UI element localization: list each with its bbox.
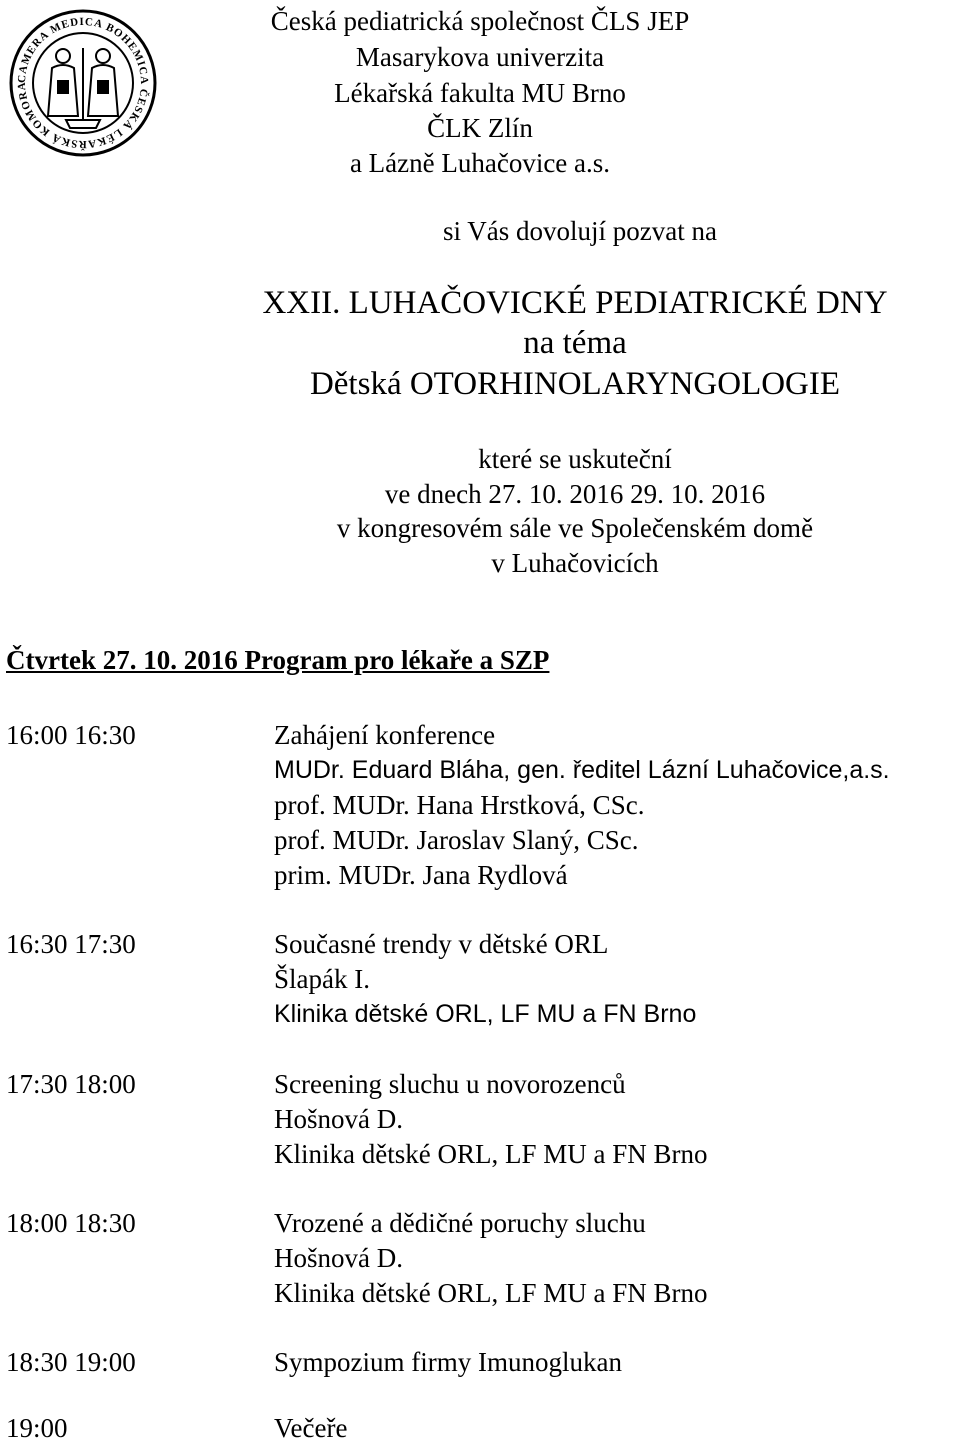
detail-line-2: ve dnech 27. 10. 2016 29. 10. 2016 [384, 479, 766, 509]
detail-line-3: v kongresovém sále ve Společenském domě [336, 513, 814, 543]
slot-time: 16:30 17:30 [6, 929, 136, 959]
organizer-line-1: Česká pediatrická společnost ČLS JEP [270, 6, 690, 36]
slot-time: 19:00 [6, 1413, 68, 1443]
slot-title: Současné trendy v dětské ORL [274, 929, 609, 959]
detail-line-4: v Luhačovicích [491, 548, 659, 578]
organizer-line-2: Masarykova univerzita [355, 42, 605, 72]
slot-line: Klinika dětské ORL, LF MU a FN Brno [274, 1139, 708, 1169]
organizer-line-3: Lékařská fakulta MU Brno [334, 78, 626, 108]
slot-time: 17:30 18:00 [6, 1069, 136, 1099]
slot-line: prof. MUDr. Jaroslav Slaný, CSc. [274, 825, 639, 855]
slot-line: Hošnová D. [274, 1104, 403, 1134]
invite-text: si Vás dovolují pozvat na [443, 216, 717, 246]
slot-line: Hošnová D. [274, 1243, 403, 1273]
event-title: XXII. LUHAČOVICKÉ PEDIATRICKÉ DNY [262, 285, 888, 321]
slot-line: prof. MUDr. Hana Hrstková, CSc. [274, 790, 645, 820]
slot-title: Vrozené a dědičné poruchy sluchu [274, 1208, 646, 1238]
theme-intro: na téma [523, 325, 627, 361]
theme-title: Dětská OTORHINOLARYNGOLOGIE [309, 366, 841, 402]
seal-ring-text: CAMERA MEDICA BOHEMICA ČESKÁ LÉKAŘSKÁ KOMORA [15, 15, 151, 151]
slot-time: 18:30 19:00 [6, 1347, 136, 1377]
slot-line: prim. MUDr. Jana Rydlová [274, 860, 568, 890]
slot-time: 16:00 16:30 [6, 720, 136, 750]
slot-title: Zahájení konference [274, 720, 496, 750]
slot-title: Večeře [274, 1413, 348, 1443]
slot-line: Šlapák I. [274, 964, 370, 994]
organizer-line-5: a Lázně Luhačovice a.s. [349, 148, 611, 178]
slot-time: 18:00 18:30 [6, 1208, 136, 1238]
program-heading: Čtvrtek 27. 10. 2016 Program pro lékaře a SZP [6, 645, 550, 675]
slot-line: Klinika dětské ORL, LF MU a FN Brno [274, 1278, 708, 1308]
organizer-line-4: ČLK Zlín [427, 113, 533, 143]
slot-title: Screening sluchu u novorozenců [274, 1069, 626, 1099]
detail-line-1: které se uskuteční [478, 444, 672, 474]
slot-title: Sympozium firmy Imunoglukan [274, 1347, 622, 1377]
slot-line: MUDr. Eduard Bláha, gen. ředitel Lázní Luhačovice,a.s. [274, 756, 890, 784]
slot-line: Klinika dětské ORL, LF MU a FN Brno [274, 1000, 697, 1028]
